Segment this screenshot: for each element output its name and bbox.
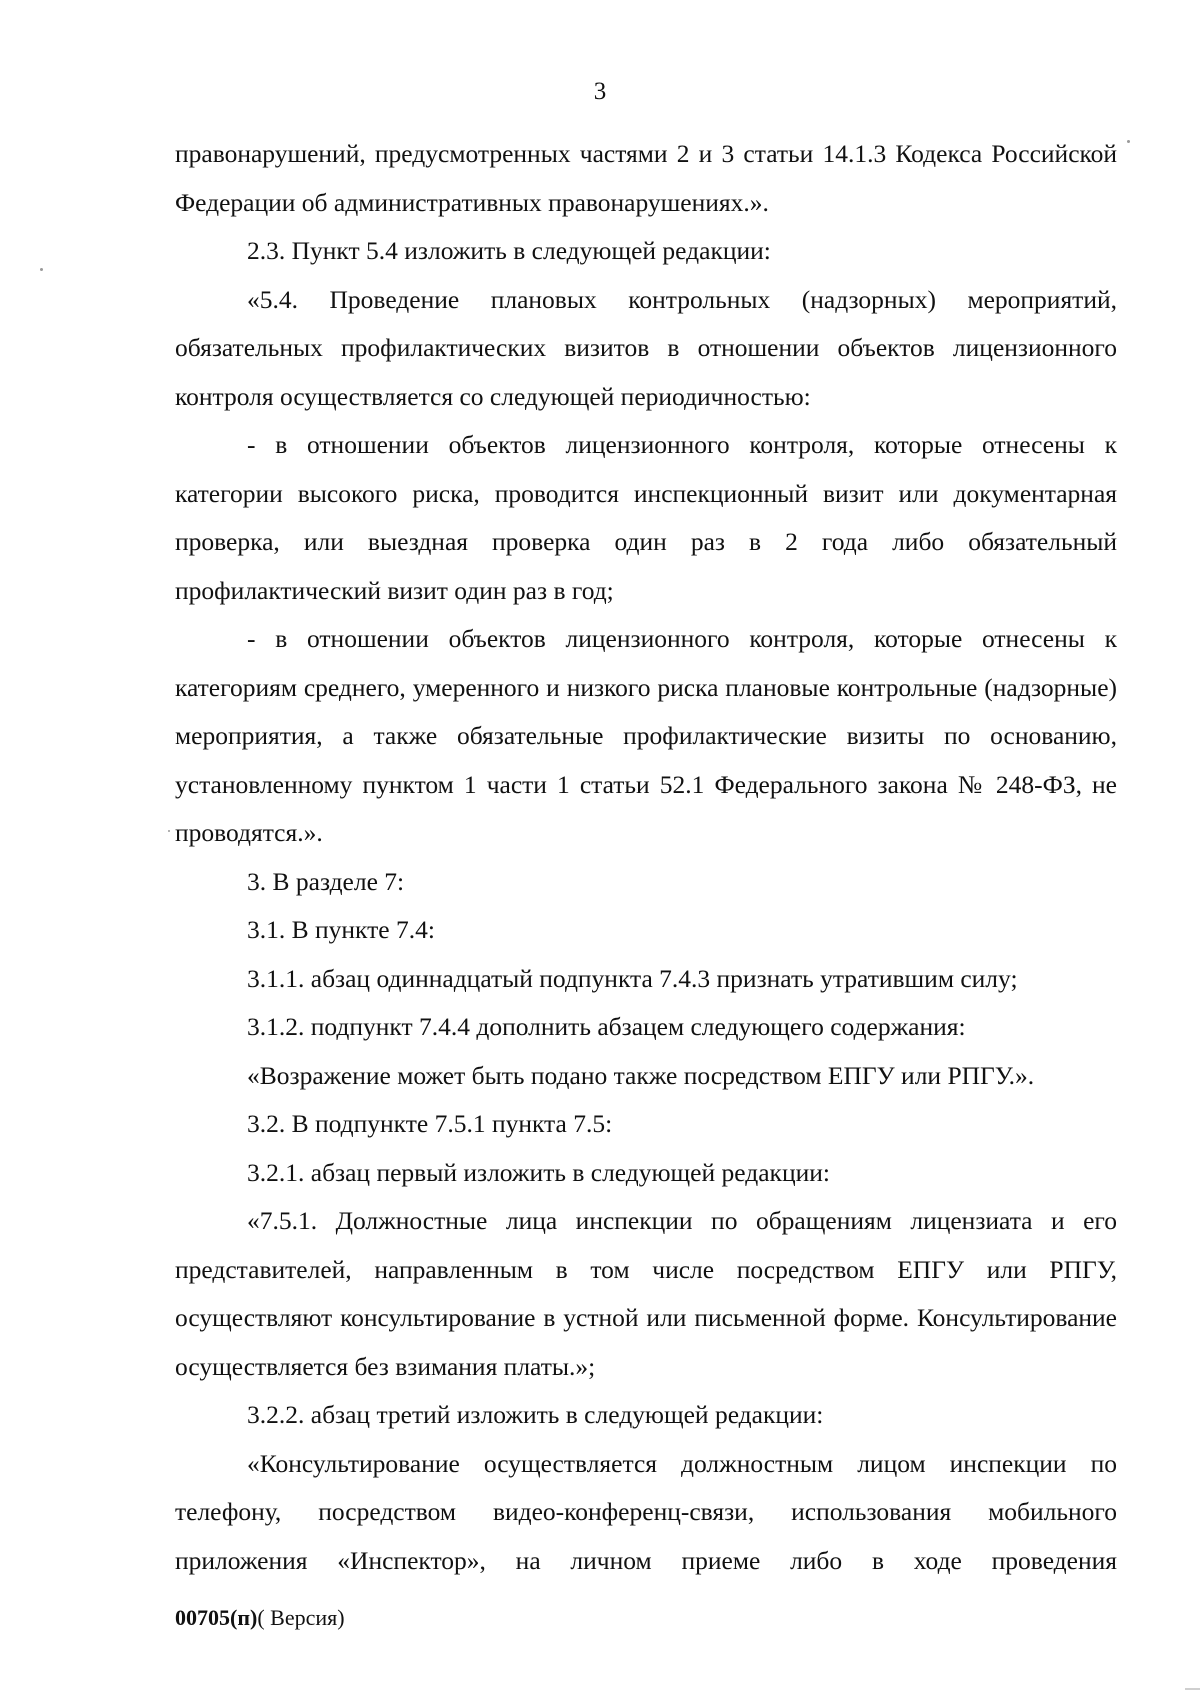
page-number: 3	[593, 78, 607, 105]
paragraph: «5.4. Проведение плановых контрольных (надзорных) мероприятий, обязательных профилактических визитов в отношении объектов лицензионного контроля осуществляется со следующей периодичностью:	[175, 284, 1117, 411]
paragraph: «Консультирование осуществляется должностным лицом инспекции по телефону, посредством видео-конференц-связи, использования мобильного приложения «Инспектор», на личном приеме либо в ходе проведения	[175, 1448, 1117, 1575]
scan-speck	[1127, 140, 1130, 143]
document-body	[175, 130, 1117, 1585]
paragraph: 3.2. В подпункте 7.5.1 пункта 7.5:	[247, 1109, 613, 1138]
scan-speck	[168, 830, 170, 832]
paragraph: правонарушений, предусмотренных частями 2 и 3 статьи 14.1.3 Кодекса Российской Федерации об административных правонарушениях.».	[175, 139, 1117, 217]
paragraph: 2.3. Пункт 5.4 изложить в следующей редакции:	[247, 236, 771, 265]
paragraph: 3.1.1. абзац одиннадцатый подпункта 7.4.3 признать утратившим силу;	[247, 963, 1018, 993]
paragraph: 3.1.2. подпункт 7.4.4 дополнить абзацем следующего содержания:	[247, 1012, 966, 1041]
paragraph: 3.2.1. абзац первый изложить в следующей редакции:	[247, 1157, 830, 1187]
scan-edge-mark	[1185, 1688, 1200, 1690]
document-version: ( Версия)	[257, 1605, 345, 1630]
paragraph: 3.2.2. абзац третий изложить в следующей редакции:	[247, 1400, 824, 1429]
paragraph: - в отношении объектов лицензионного контроля, которые отнесены к категориям среднего, умеренного и низкого риска плановые контрольные (надзорные) мероприятия, а также обязательные профилактические визиты по основанию, установленному пунктом 1 части 1 статьи 52.1 Федерального закона № 248-ФЗ, не проводятся.».	[175, 624, 1117, 847]
paragraph: - в отношении объектов лицензионного контроля, которые отнесены к категории высокого риска, проводится инспекционный визит или документарная проверка, или выездная проверка один раз в 2 года либо обязательный профилактический визит один раз в год;	[175, 430, 1117, 605]
document-footer	[175, 1605, 345, 1631]
document-code: 00705(п)	[175, 1605, 258, 1630]
paragraph: «Возражение может быть подано также посредством ЕПГУ или РПГУ.».	[247, 1060, 1035, 1090]
scan-speck	[40, 268, 43, 271]
paragraph: 3.1. В пункте 7.4:	[247, 915, 435, 944]
paragraph: 3. В разделе 7:	[247, 866, 405, 896]
paragraph: «7.5.1. Должностные лица инспекции по обращениям лицензиата и его представителей, направленным в том числе посредством ЕПГУ или РПГУ, осуществляют консультирование в устной или письменной форме. Консультирование осуществляется без взимания платы.»;	[175, 1206, 1117, 1381]
